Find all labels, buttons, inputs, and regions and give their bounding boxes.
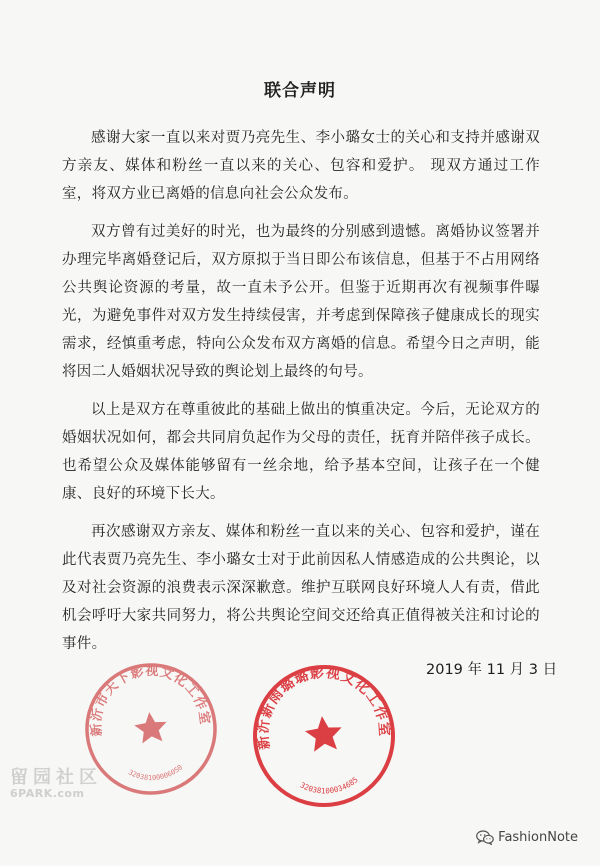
seal-right-graphic: [243, 655, 406, 818]
paragraph-1: 感谢大家一直以来对贾乃亮先生、李小璐女士的关心和支持并感谢双方亲友、媒体和粉丝一直以来的关心、包容和爱护。 现双方通过工作室，将双方业已离婚的信息向社会公众发布。: [62, 130, 540, 202]
paragraph-2: 双方曾有过美好的时光，也为最终的分别感到遗憾。离婚协议签署并办理完毕离婚登记后，双方原拟于当日即公布该信息，但基于不占用网络公共舆论资源的考量，故一直未予公开。但鉴于近期再次有视频事件曝光，为避免事件对双方发生持续侵害，并考虑到保障孩子健康成长的现实需求，经慎重考虑，特向公众发布双方离婚的信息。希望今日之声明，能将因二人婚姻状况导致的舆论划上最终的句号。: [62, 224, 540, 380]
wechat-icon: [476, 830, 494, 845]
svg-text:新沂新雨璐璐影视文化工作室: 新沂新雨璐璐影视文化工作室: [255, 664, 393, 751]
statement-date: 2019 年 11 月 3 日: [426, 662, 558, 678]
svg-text:新沂市天下影视文化工作室: 新沂市天下影视文化工作室: [89, 663, 212, 737]
seal-right: [243, 655, 406, 818]
watermark-fashionnote: [476, 830, 578, 845]
watermark-6park-url: 6PARK.com: [10, 786, 85, 800]
watermark-6park-cn: 留园社区: [10, 767, 102, 788]
document-title: 联合声明: [264, 81, 336, 101]
svg-text:32038100034685: 32038100034685: [298, 775, 360, 796]
svg-text:32038100006050: 32038100006050: [126, 763, 185, 783]
watermark-fashionnote-text: FashionNote: [498, 830, 578, 845]
paragraph-3: 以上是双方在尊重彼此的基础上做出的慎重决定。今后，无论双方的婚姻状况如何，都会共同肩负起作为父母的责任，抚育并陪伴孩子成长。也希望公众及媒体能够留有一丝余地，给予基本空间，让孩子在一个健康、良好的环境下长大。: [62, 402, 540, 502]
statement-body: [62, 124, 540, 668]
watermark-6park: [10, 768, 102, 800]
paragraph-4: 再次感谢双方亲友、媒体和粉丝一直以来的关心、包容和爱护，谨在此代表贾乃亮先生、李小璐女士对于此前因私人情感造成的公共舆论，以及对社会资源的浪费表示深深歉意。维护互联网良好环境人人有责，借此机会呼吁大家共同努力，将公共舆论空间交还给真正值得被关注和讨论的事件。: [62, 524, 540, 652]
